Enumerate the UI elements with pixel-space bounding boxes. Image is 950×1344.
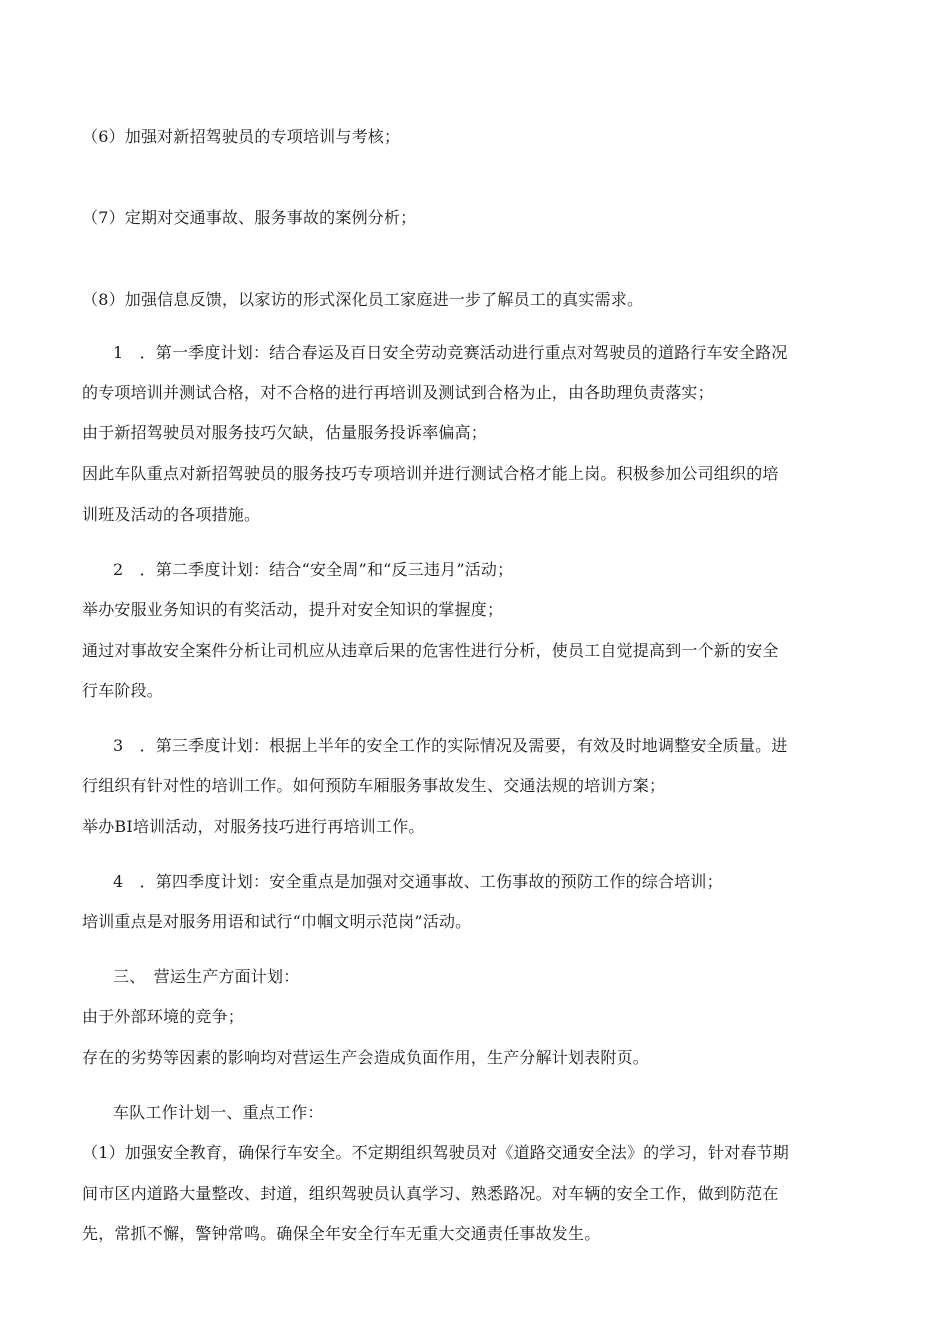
team-plan-heading: 车队工作计划一、重点工作：: [113, 1103, 324, 1122]
list-item-7: （7）定期对交通事故、服务事故的案例分析；: [82, 208, 417, 227]
team-plan-paragraph-line: 间市区内道路大量整改、封道，组织驾驶员认真学习、熟悉路况。对车辆的安全工作，做到防范在: [82, 1184, 779, 1203]
q4-paragraph-line: 4 ．第四季度计划：安全重点是加强对交通事故、工伤事故的预防工作的综合培训；: [113, 872, 723, 891]
team-plan-paragraph-line: （1）加强安全教育，确保行车安全。不定期组织驾驶员对《道路交通安全法》的学习，针对春节期: [82, 1143, 789, 1162]
team-plan-paragraph-line: 先，常抓不懈，警钟常鸣。确保全年安全行车无重大交通责任事故发生。: [82, 1224, 601, 1243]
q2-paragraph-line: 行车阶段。: [82, 681, 164, 700]
section3-paragraph-line: 由于外部环境的竞争；: [82, 1007, 245, 1026]
q1-paragraph-line: 因此车队重点对新招驾驶员的服务技巧专项培训并进行测试合格才能上岗。积极参加公司组织的培: [82, 464, 779, 483]
q3-paragraph-line: 行组织有针对性的培训工作。如何预防车厢服务事故发生、交通法规的培训方案；: [82, 776, 666, 795]
section-heading: 三、 营运生产方面计划：: [113, 967, 300, 986]
q1-paragraph-line: 1 ．第一季度计划：结合春运及百日安全劳动竞赛活动进行重点对驾驶员的道路行车安全路况: [113, 343, 788, 362]
list-item-8: （8）加强信息反馈，以家访的形式深化员工家庭进一步了解员工的真实需求。: [82, 290, 644, 309]
q1-paragraph-line: 训班及活动的各项措施。: [82, 505, 261, 524]
q3-paragraph-line: 3 ．第三季度计划：根据上半年的安全工作的实际情况及需要，有效及时地调整安全质量。进: [113, 736, 788, 755]
q3-paragraph-line: 举办BI培训活动，对服务技巧进行再培训工作。: [82, 817, 425, 836]
q2-paragraph-line: 通过对事故安全案件分析让司机应从违章后果的危害性进行分析，使员工自觉提高到一个新的安全: [82, 641, 779, 660]
q1-paragraph-line: 由于新招驾驶员对服务技巧欠缺，估量服务投诉率偏高；: [82, 423, 488, 442]
section3-paragraph-line: 存在的劣势等因素的影响均对营运生产会造成负面作用，生产分解计划表附页。: [82, 1048, 650, 1067]
q2-paragraph-line: 举办安服业务知识的有奖活动，提升对安全知识的掌握度；: [82, 600, 504, 619]
q2-paragraph-line: 2 ．第二季度计划：结合“安全周”和“反三违月”活动；: [113, 560, 514, 579]
q1-paragraph-line: 的专项培训并测试合格，对不合格的进行再培训及测试到合格为止，由各助理负责落实；: [82, 383, 714, 402]
list-item-6: （6）加强对新招驾驶员的专项培训与考核；: [82, 127, 401, 146]
q4-paragraph-line: 培训重点是对服务用语和试行“巾帼文明示范岗”活动。: [82, 912, 472, 931]
